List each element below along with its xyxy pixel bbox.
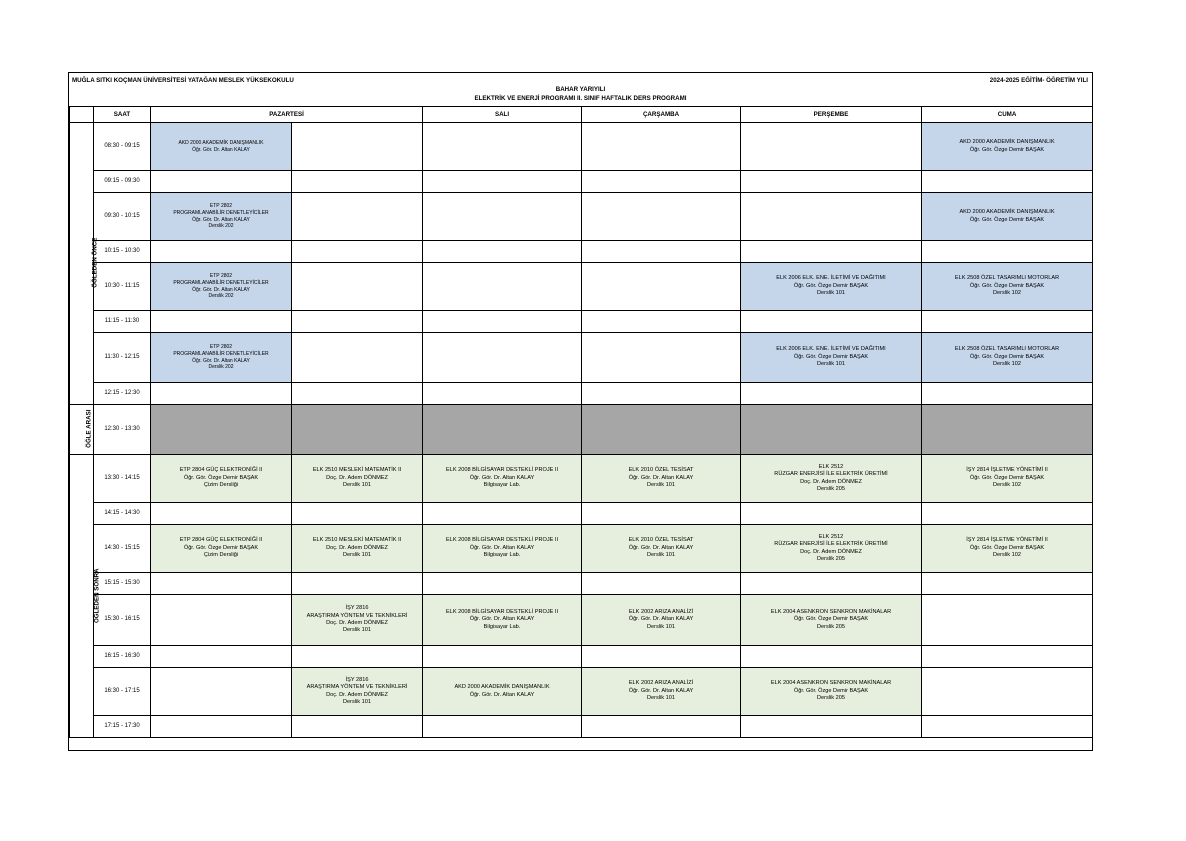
course-text-line: Derslik 101 [817, 361, 845, 368]
course-text-line: ELK 2006 ELK. ENE. İLETİMİ VE DAĞITIMI [776, 275, 886, 282]
course-cell [292, 595, 423, 646]
course-text-line: ELK 2008 BİLGİSAYAR DESTEKLİ PROJE II [446, 608, 559, 615]
time-slot-cell: 13:30 - 14:15 [94, 455, 151, 503]
course-cell [423, 171, 582, 193]
course-text-line: Öğr. Gör. Dr. Altan KALAY [469, 691, 535, 698]
course-text-line: Derslik 101 [343, 627, 371, 634]
course-text-line: Öğr. Gör. Dr. Altan KALAY [469, 474, 535, 481]
course-cell [582, 405, 741, 455]
course-cell [423, 455, 582, 503]
time-slot-cell: 11:30 - 12:15 [94, 333, 151, 383]
course-cell [292, 241, 423, 263]
course-text-line: AKD 2000 AKADEMİK DANIŞMANLIK [454, 684, 550, 691]
course-text-line: Öğr. Gör. Dr. Altan KALAY [628, 474, 694, 481]
section-label-text: ÖĞLEDEN ÖNCE [91, 237, 99, 289]
course-text-line: Derslik 102 [993, 482, 1021, 489]
course-text-line: Öğr. Gör. Dr. Altan KALAY [628, 687, 694, 694]
course-text-line: Öğr. Gör. Özge Demir BAŞAK [793, 687, 869, 694]
course-text-line: AKD 2000 AKADEMİK DANIŞMANLIK [959, 209, 1055, 216]
schedule-row [70, 503, 1093, 525]
course-cell [292, 171, 423, 193]
program-title: ELEKTRİK VE ENERJİ PROGRAMI II. SINIF HAFTALIK DERS PROGRAMI [474, 95, 687, 102]
course-text-line: Öğr. Gör. Dr. Altan KALAY [628, 616, 694, 623]
course-cell [292, 668, 423, 716]
course-text-line: Çizim Dersliği [203, 482, 239, 489]
course-text-line: ELK 2510 MESLEKİ MATEMATİK II [312, 537, 402, 544]
course-text-line: ETP 2802 [209, 344, 233, 351]
schedule-row [70, 525, 1093, 573]
course-cell [922, 311, 1093, 333]
course-cell [741, 716, 922, 738]
course-cell [922, 503, 1093, 525]
course-cell [423, 525, 582, 573]
course-cell [582, 716, 741, 738]
course-cell [151, 573, 292, 595]
course-cell [741, 333, 922, 383]
corner-cell [70, 107, 94, 123]
schedule-row [70, 383, 1093, 405]
course-cell [922, 716, 1093, 738]
course-cell [292, 646, 423, 668]
schedule-row [70, 405, 1093, 455]
course-cell [151, 525, 292, 573]
time-slot-cell: 15:30 - 16:15 [94, 595, 151, 646]
course-cell [292, 525, 423, 573]
course-cell [582, 263, 741, 311]
course-text-line: Öğr. Gör. Özge Demir BAŞAK [183, 544, 259, 551]
course-cell [922, 525, 1093, 573]
course-text-line: Derslik 101 [647, 623, 675, 630]
course-cell [582, 171, 741, 193]
time-slot-cell: 12:15 - 12:30 [94, 383, 151, 405]
course-text-line: ELK 2508 ÖZEL TASARIMLI MOTORLAR [954, 346, 1060, 353]
course-text-line: Derslik 101 [817, 290, 845, 297]
course-cell [922, 241, 1093, 263]
section-label-afternoon [70, 455, 101, 738]
schedule-row [70, 333, 1093, 383]
time-slot-cell: 16:15 - 16:30 [94, 646, 151, 668]
academic-year: 2024-2025 EĞİTİM- ÖĞRETİM YILI [989, 77, 1088, 84]
course-text-line: PROGRAMLANABİLİR DENETLEYİCİLER [173, 350, 269, 357]
course-cell [922, 573, 1093, 595]
course-text-line: ELK 2512 [818, 533, 844, 540]
course-cell [582, 503, 741, 525]
course-text-line: Öğr. Gör. Dr. Altan KALAY [469, 544, 535, 551]
institution-name: MUĞLA SITKI KOÇMAN ÜNİVERSİTESİ YATAĞAN MESLEK YÜKSEKOKULU [72, 77, 294, 84]
time-slot-cell: 08:30 - 09:15 [94, 123, 151, 171]
course-text-line: Öğr. Gör. Özge Demir BAŞAK [793, 282, 869, 289]
course-text-line: ELK 2510 MESLEKİ MATEMATİK II [312, 467, 402, 474]
course-text-line: AKD 2000 AKADEMİK DANIŞMANLIK [178, 139, 264, 146]
course-cell [922, 455, 1093, 503]
course-cell [292, 716, 423, 738]
course-cell [741, 646, 922, 668]
course-text-line: Doç. Dr. Adem DÖNMEZ [800, 548, 862, 555]
schedule-row [70, 171, 1093, 193]
course-cell [423, 123, 582, 171]
course-text-line: İŞY 2816 [345, 605, 369, 612]
course-text-line: ARAŞTIRMA YÖNTEM VE TEKNİKLERİ [306, 612, 408, 619]
course-cell [582, 333, 741, 383]
course-cell [151, 193, 292, 241]
schedule-row [70, 123, 1093, 171]
course-cell [582, 193, 741, 241]
course-text-line: Derslik 205 [817, 485, 845, 492]
course-text-line: Öğr. Gör. Özge Demir BAŞAK [969, 146, 1045, 153]
time-slot-cell: 10:30 - 11:15 [94, 263, 151, 311]
course-cell [151, 263, 292, 311]
course-cell [741, 455, 922, 503]
course-cell [151, 716, 292, 738]
schedule-row [70, 595, 1093, 646]
course-text-line: Derslik 102 [993, 552, 1021, 559]
course-text-line: Öğr. Gör. Dr. Altan KALAY [192, 146, 250, 153]
course-cell [292, 311, 423, 333]
section-label-morning [70, 123, 99, 405]
course-text-line: ELK 2010 ÖZEL TESİSAT [628, 537, 694, 544]
course-text-line: Derslik 101 [647, 695, 675, 702]
course-text-line: Bilgisayar Lab. [483, 623, 521, 630]
schedule-row [70, 668, 1093, 716]
course-text-line: Derslik 202 [208, 364, 234, 371]
course-text-line: Doç. Dr. Adem DÖNMEZ [326, 620, 388, 626]
course-text-line: ELK 2010 ÖZEL TESİSAT [628, 467, 694, 474]
course-cell [741, 595, 922, 646]
schedule-row [70, 573, 1093, 595]
course-text-line: Derslik 101 [343, 552, 371, 559]
column-header-carsamba: ÇARŞAMBA [582, 107, 741, 123]
time-slot-cell: 10:15 - 10:30 [94, 241, 151, 263]
time-slot-cell: 12:30 - 13:30 [94, 405, 151, 455]
course-cell [582, 595, 741, 646]
course-text-line: Öğr. Gör. Özge Demir BAŞAK [969, 544, 1045, 551]
course-text-line: RÜZGAR ENERJİSİ İLE ELEKTRİK ÜRETİMİ [774, 471, 888, 478]
course-text-line: Öğr. Gör. Özge Demir BAŞAK [183, 474, 259, 481]
weekly-schedule-table [69, 106, 1093, 738]
course-cell [582, 123, 741, 171]
course-cell [151, 595, 292, 646]
course-cell [292, 503, 423, 525]
course-cell [582, 383, 741, 405]
course-cell [922, 668, 1093, 716]
course-cell [741, 525, 922, 573]
course-text-line: Öğr. Gör. Özge Demir BAŞAK [969, 282, 1045, 289]
course-cell [922, 405, 1093, 455]
course-text-line: Öğr. Gör. Dr. Altan KALAY [192, 357, 250, 364]
course-cell [423, 716, 582, 738]
course-cell [423, 573, 582, 595]
course-text-line: Derslik 202 [208, 223, 234, 230]
course-text-line: İŞY 2814 İŞLETME YÖNETİMİ II [966, 467, 1048, 474]
course-text-line: ETP 2802 [209, 273, 233, 280]
course-cell [582, 573, 741, 595]
course-text-line: Doç. Dr. Adem DÖNMEZ [326, 544, 388, 551]
column-header-pazartesi: PAZARTESİ [151, 107, 423, 123]
course-text-line: ELK 2002 ARIZA ANALİZİ [628, 608, 694, 615]
course-text-line: Öğr. Gör. Dr. Altan KALAY [628, 544, 694, 551]
column-header-persembe: PERŞEMBE [741, 107, 922, 123]
course-text-line: ETP 2804 GÜÇ ELEKTRONİĞİ II [179, 467, 263, 474]
course-text-line: Derslik 205 [817, 695, 845, 702]
schedule-sheet [68, 72, 1093, 751]
course-cell [582, 646, 741, 668]
course-cell [151, 646, 292, 668]
schedule-row [70, 193, 1093, 241]
time-slot-cell: 14:15 - 14:30 [94, 503, 151, 525]
course-text-line: Bilgisayar Lab. [483, 482, 521, 489]
course-cell [582, 668, 741, 716]
course-text-line: Bilgisayar Lab. [483, 552, 521, 559]
course-text-line: PROGRAMLANABİLİR DENETLEYİCİLER [173, 209, 269, 216]
course-text-line: PROGRAMLANABİLİR DENETLEYİCİLER [173, 279, 269, 286]
schedule-row [70, 263, 1093, 311]
course-cell [922, 193, 1093, 241]
course-cell [582, 241, 741, 263]
course-text-line: AKD 2000 AKADEMİK DANIŞMANLIK [959, 139, 1055, 146]
course-text-line: Öğr. Gör. Özge Demir BAŞAK [969, 216, 1045, 223]
course-cell [292, 333, 423, 383]
course-text-line: Derslik 101 [343, 482, 371, 489]
time-slot-cell: 14:30 - 15:15 [94, 525, 151, 573]
course-cell [423, 405, 582, 455]
course-text-line: Derslik 101 [647, 552, 675, 559]
course-cell [423, 668, 582, 716]
course-text-line: İŞY 2814 İŞLETME YÖNETİMİ II [966, 537, 1048, 544]
schedule-row [70, 455, 1093, 503]
schedule-body [70, 123, 1093, 738]
column-header-saat: SAAT [94, 107, 151, 123]
course-cell [741, 241, 922, 263]
course-cell [423, 595, 582, 646]
course-cell [151, 311, 292, 333]
course-cell [151, 503, 292, 525]
schedule-row [70, 311, 1093, 333]
course-text-line: ELK 2008 BİLGİSAYAR DESTEKLİ PROJE II [446, 537, 559, 544]
course-cell [741, 668, 922, 716]
course-cell [423, 263, 582, 311]
course-text-line: Doç. Dr. Adem DÖNMEZ [326, 474, 388, 481]
course-cell [741, 383, 922, 405]
course-cell [423, 241, 582, 263]
course-cell [292, 193, 423, 241]
course-text-line: ELK 2004 ASENKRON SENKRON MAKİNALAR [770, 680, 892, 687]
schedule-row [70, 716, 1093, 738]
course-text-line: Derslik 101 [343, 698, 371, 705]
course-cell [292, 383, 423, 405]
course-text-line: ELK 2004 ASENKRON SENKRON MAKİNALAR [770, 608, 892, 615]
course-text-line: RÜZGAR ENERJİSİ İLE ELEKTRİK ÜRETİMİ [774, 541, 888, 548]
course-cell [151, 123, 292, 171]
course-text-line: İŞY 2816 [345, 676, 369, 683]
course-cell [292, 123, 423, 171]
course-text-line: Derslik 102 [993, 361, 1021, 368]
course-text-line: ETP 2802 [209, 203, 233, 210]
course-cell [151, 171, 292, 193]
course-cell [423, 311, 582, 333]
course-cell [292, 455, 423, 503]
course-cell [922, 171, 1093, 193]
course-cell [922, 646, 1093, 668]
course-cell [741, 503, 922, 525]
course-text-line: ARAŞTIRMA YÖNTEM VE TEKNİKLERİ [306, 684, 408, 691]
course-cell [922, 383, 1093, 405]
course-cell [922, 333, 1093, 383]
course-cell [922, 123, 1093, 171]
time-slot-cell: 11:15 - 11:30 [94, 311, 151, 333]
course-cell [741, 171, 922, 193]
course-cell [151, 383, 292, 405]
course-cell [423, 383, 582, 405]
course-text-line: ETP 2804 GÜÇ ELEKTRONİĞİ II [179, 537, 263, 544]
section-label-text: ÖĞLE ARASI [85, 409, 93, 449]
section-label-lunch [70, 405, 94, 455]
course-cell [741, 573, 922, 595]
course-text-line: Öğr. Gör. Dr. Altan KALAY [469, 616, 535, 623]
course-cell [151, 241, 292, 263]
time-slot-cell: 17:15 - 17:30 [94, 716, 151, 738]
time-slot-cell: 16:30 - 17:15 [94, 668, 151, 716]
schedule-row [70, 241, 1093, 263]
course-text-line: Öğr. Gör. Özge Demir BAŞAK [969, 353, 1045, 360]
course-cell [423, 503, 582, 525]
course-text-line: ELK 2512 [818, 463, 844, 470]
course-text-line: Çizim Dersliği [203, 552, 239, 559]
column-header-cuma: CUMA [922, 107, 1093, 123]
course-cell [423, 646, 582, 668]
course-text-line: ELK 2006 ELK. ENE. İLETİMİ VE DAĞITIMI [776, 346, 886, 353]
time-slot-cell: 09:15 - 09:30 [94, 171, 151, 193]
course-cell [423, 193, 582, 241]
course-cell [741, 193, 922, 241]
course-cell [151, 668, 292, 716]
course-cell [741, 405, 922, 455]
semester-title: BAHAR YARIYILI [555, 86, 606, 93]
course-text-line: ELK 2002 ARIZA ANALİZİ [628, 680, 694, 687]
course-cell [582, 525, 741, 573]
course-text-line: ELK 2008 BİLGİSAYAR DESTEKLİ PROJE II [446, 467, 559, 474]
column-header-sali: SALI [423, 107, 582, 123]
course-text-line: ELK 2508 ÖZEL TASARIMLI MOTORLAR [954, 275, 1060, 282]
course-cell [741, 311, 922, 333]
header-row [70, 107, 1093, 123]
course-text-line: Derslik 101 [647, 482, 675, 489]
course-text-line: Öğr. Gör. Dr. Altan KALAY [192, 216, 250, 223]
course-text-line: Derslik 202 [208, 293, 234, 300]
course-cell [151, 333, 292, 383]
course-cell [151, 455, 292, 503]
course-cell [741, 263, 922, 311]
course-cell [292, 263, 423, 311]
section-label-text: ÖĞLEDEN SONRA [93, 568, 101, 623]
course-cell [582, 455, 741, 503]
course-cell [922, 595, 1093, 646]
course-cell [582, 311, 741, 333]
course-text-line: Derslik 102 [993, 290, 1021, 297]
course-cell [292, 405, 423, 455]
time-slot-cell: 15:15 - 15:30 [94, 573, 151, 595]
course-text-line: Derslik 205 [817, 623, 845, 630]
course-cell [151, 405, 292, 455]
course-text-line: Öğr. Gör. Dr. Altan KALAY [192, 286, 250, 293]
time-slot-cell: 09:30 - 10:15 [94, 193, 151, 241]
course-cell [292, 573, 423, 595]
course-text-line: Derslik 205 [817, 555, 845, 562]
course-cell [741, 123, 922, 171]
course-text-line: Öğr. Gör. Özge Demir BAŞAK [793, 616, 869, 623]
course-text-line: Öğr. Gör. Özge Demir BAŞAK [793, 353, 869, 360]
course-text-line: Doç. Dr. Adem DÖNMEZ [326, 691, 388, 698]
course-text-line: Öğr. Gör. Özge Demir BAŞAK [969, 474, 1045, 481]
course-text-line: Doç. Dr. Adem DÖNMEZ [800, 478, 862, 485]
course-cell [423, 333, 582, 383]
course-cell [922, 263, 1093, 311]
schedule-row [70, 646, 1093, 668]
